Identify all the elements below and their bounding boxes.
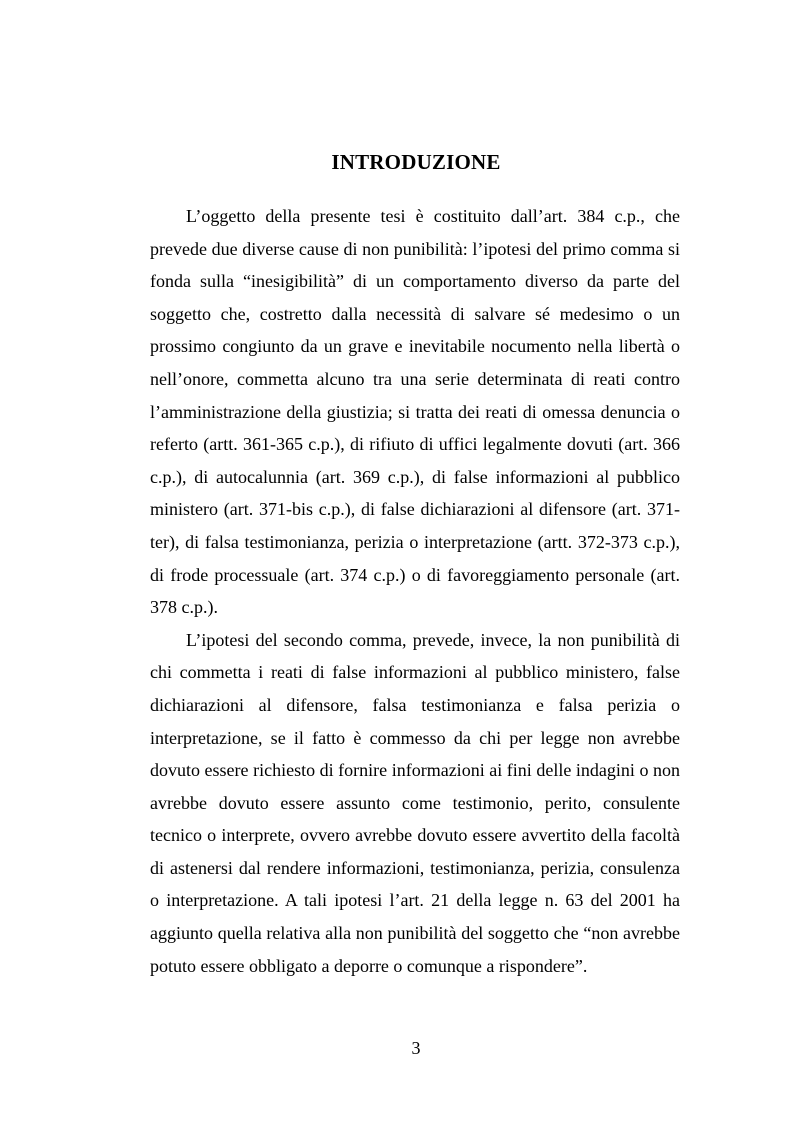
page-number: 3 [411,1038,421,1058]
document-title: INTRODUZIONE [331,150,501,174]
paragraph-2: L’ipotesi del secondo comma, prevede, invece, la non punibilità di chi commetta i reati di false informazioni al pubblico ministero, false dichiarazioni al difensore, falsa testimonianza e falsa perizia o interpretazione, se il fatto è commesso da chi per legge non avrebbe dovuto essere richiesto di fornire informazioni ai fini delle indagini o non avrebbe dovuto essere assunto come testimonio, perito, consulente tecnico o interprete, ovvero avrebbe dovuto essere avvertito della facoltà di astenersi dal rendere informazioni, testimonianza, perizia, consulenza o interpretazione. A tali ipotesi l’art. 21 della legge n. 63 del 2001 ha aggiunto quella relativa alla non punibilità del soggetto che “non avrebbe potuto essere obbligato a deporre o comunque a rispondere”. [150,629,680,976]
paragraph-1: L’oggetto della presente tesi è costituito dall’art. 384 c.p., che prevede due diverse cause di non punibilità: l’ipotesi del primo comma si fonda sulla “inesigibilità” di un comportamento diverso da parte del soggetto che, costretto dalla necessità di salvare sé medesimo o un prossimo congiunto da un grave e inevitabile nocumento nella libertà o nell’onore, commetta alcuno tra una serie determinata di reati contro l’amministrazione della giustizia; si tratta dei reati di omessa denuncia o referto (artt. 361-365 c.p.), di rifiuto di uffici legalmente dovuti (art. 366 c.p.), di autocalunnia (art. 369 c.p.), di false informazioni al pubblico ministero (art. 371-bis c.p.), di false dichiarazioni al difensore (art. 371-ter), di falsa testimonianza, perizia o interpretazione (artt. 372-373 c.p.), di frode processuale (art. 374 c.p.) o di favoreggiamento personale (art. 378 c.p.). [150,206,680,618]
document-body [150,200,680,982]
